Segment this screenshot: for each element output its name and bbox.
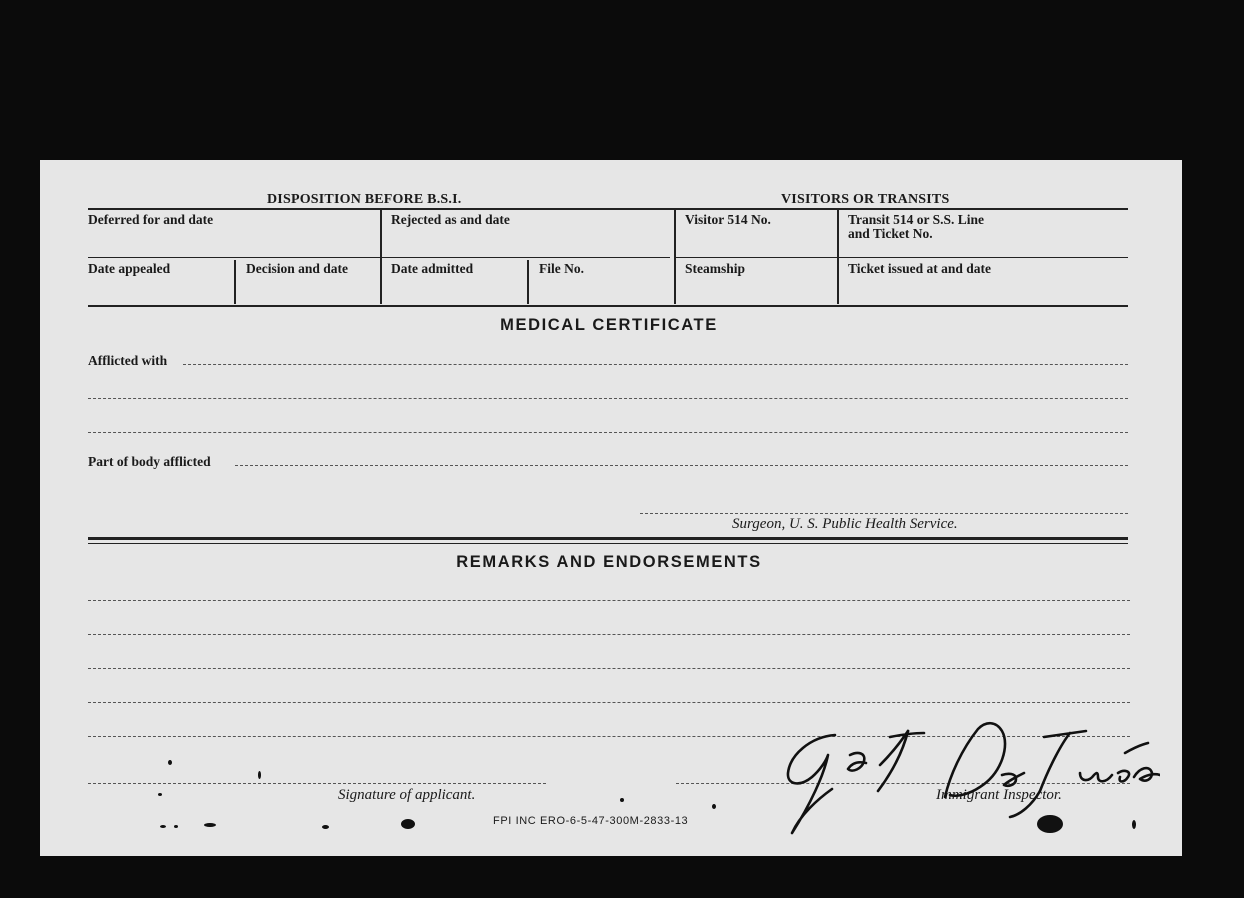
disposition-title: DISPOSITION BEFORE B.S.I.	[267, 192, 462, 207]
column-divider	[837, 210, 839, 304]
fill-in-line	[235, 465, 1128, 466]
transit-label	[848, 213, 984, 241]
medical-certificate-title: MEDICAL CERTIFICATE	[500, 316, 718, 334]
double-rule-top	[88, 537, 1128, 540]
date-appealed-label: Date appealed	[88, 261, 171, 276]
ink-speck	[1132, 820, 1136, 829]
decision-label: Decision and date	[246, 261, 349, 276]
ink-speck	[158, 793, 162, 796]
deferred-label: Deferred for and date	[88, 212, 214, 227]
table-top-rule	[88, 208, 1128, 210]
ink-speck	[174, 825, 178, 828]
applicant-signature-caption: Signature of applicant.	[338, 787, 476, 803]
rejected-label: Rejected as and date	[391, 212, 510, 227]
row-divider-right	[676, 257, 1128, 258]
column-divider	[234, 260, 236, 304]
row-divider-left	[88, 257, 670, 258]
ticket-issued-label: Ticket issued at and date	[848, 261, 992, 276]
transit-label-line1: Transit 514 or S.S. Line	[848, 212, 985, 227]
immigration-card	[40, 160, 1182, 856]
visitors-title: VISITORS OR TRANSITS	[781, 192, 950, 207]
ink-speck	[160, 825, 166, 828]
inspector-caption: Immigrant Inspector.	[936, 787, 1062, 803]
fill-in-line	[88, 398, 1128, 399]
applicant-signature-line	[88, 783, 546, 784]
print-code: FPI INC ERO-6-5-47-300M-2833-13	[493, 815, 689, 827]
ink-speck	[620, 798, 624, 802]
fill-in-line	[88, 432, 1128, 433]
ink-speck	[1037, 815, 1063, 833]
table-bottom-rule	[88, 305, 1128, 307]
ink-speck	[168, 760, 172, 765]
ink-speck	[258, 771, 261, 779]
ink-speck	[322, 825, 329, 829]
remarks-title: REMARKS AND ENDORSEMENTS	[456, 553, 762, 571]
fill-in-line	[183, 364, 1128, 365]
remarks-line	[88, 634, 1130, 635]
ink-speck	[204, 823, 216, 827]
date-admitted-label: Date admitted	[391, 261, 474, 276]
remarks-line	[88, 702, 1130, 703]
steamship-label: Steamship	[685, 261, 746, 276]
ink-speck	[712, 804, 716, 809]
remarks-line	[88, 600, 1130, 601]
part-of-body-label: Part of body afflicted	[88, 454, 211, 469]
ink-speck	[401, 819, 415, 829]
surgeon-signature-line	[640, 513, 1128, 514]
remarks-line	[88, 668, 1130, 669]
transit-label-line2: and Ticket No.	[848, 226, 933, 241]
afflicted-with-label: Afflicted with	[88, 353, 168, 368]
column-divider	[674, 210, 676, 304]
handwritten-signature	[740, 715, 1160, 850]
column-divider	[527, 260, 529, 304]
double-rule-bottom	[88, 543, 1128, 544]
visitor-no-label: Visitor 514 No.	[685, 212, 771, 227]
file-no-label: File No.	[539, 261, 584, 276]
column-divider	[380, 210, 382, 304]
surgeon-caption: Surgeon, U. S. Public Health Service.	[732, 516, 958, 532]
